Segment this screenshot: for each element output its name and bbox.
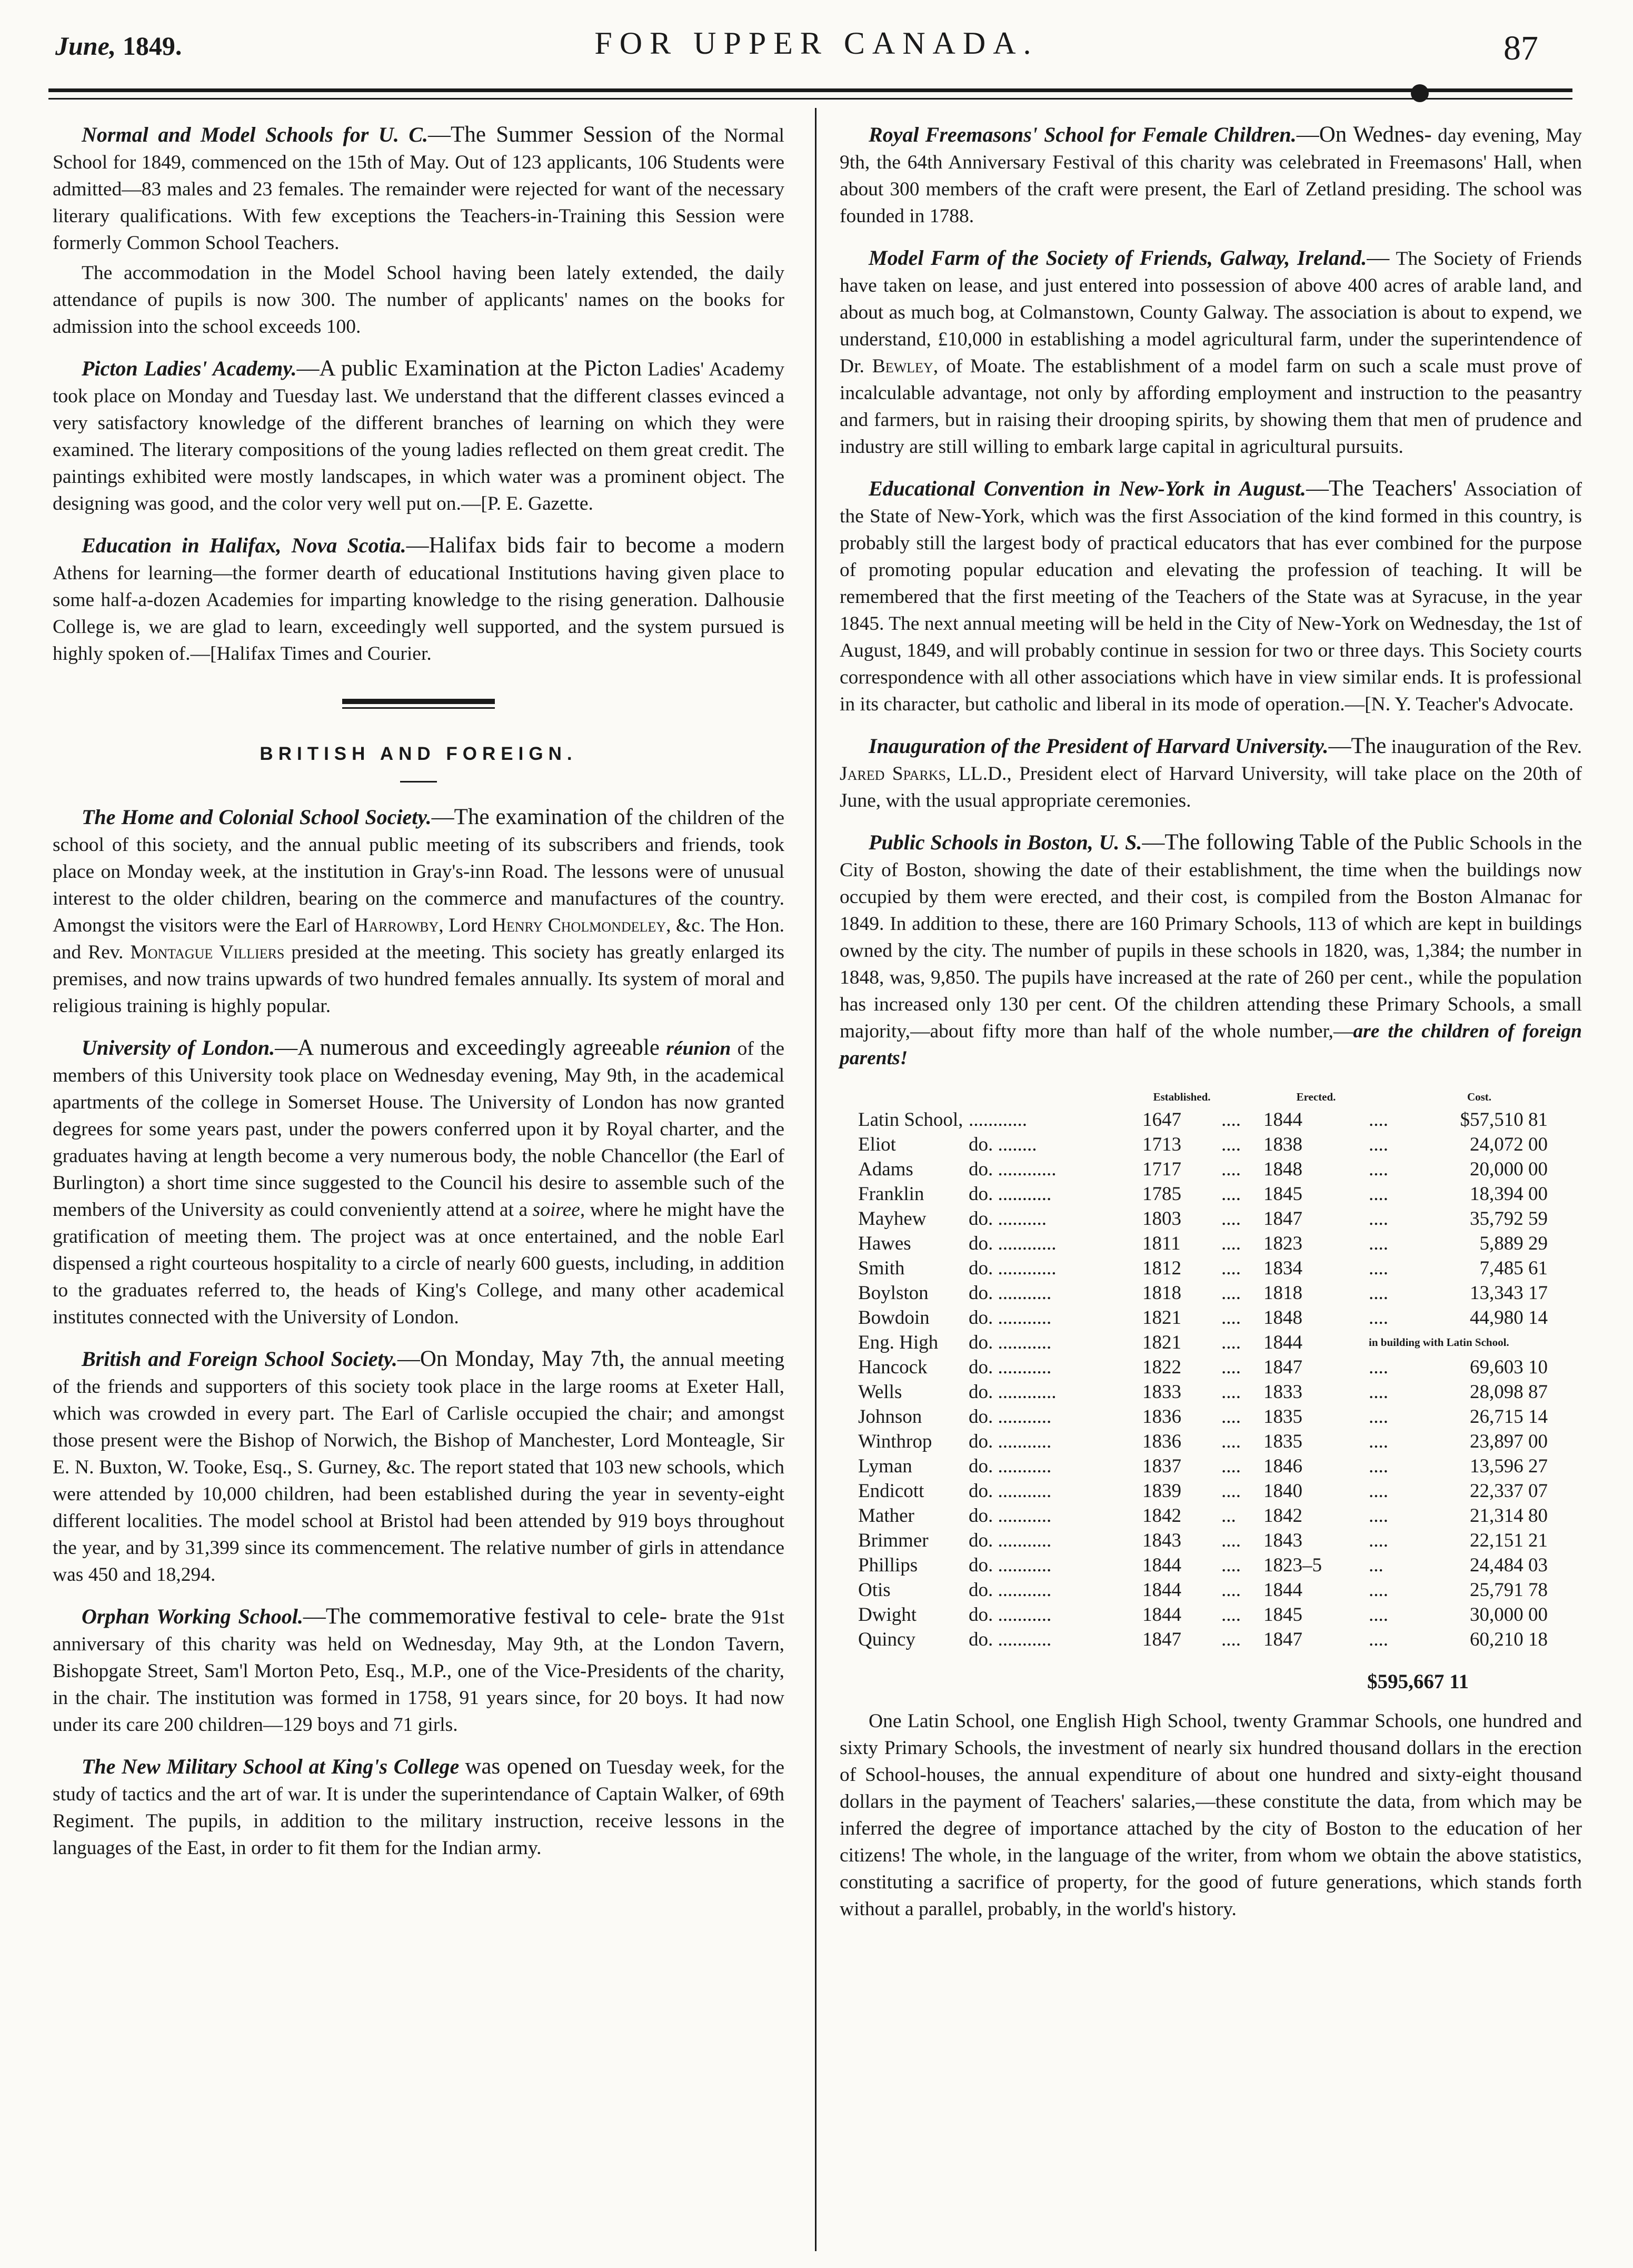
article-lead: —On Wednes- [1296, 122, 1432, 147]
building-cost: 23,897 00 [1470, 1431, 1548, 1452]
year-erected: 1846 [1263, 1455, 1302, 1477]
school-ditto: do. ........... [969, 1332, 1052, 1353]
school-ditto: do. ........... [969, 1282, 1052, 1304]
school-ditto: do. ........... [969, 1604, 1052, 1626]
building-cost: 24,484 03 [1470, 1554, 1548, 1576]
building-cost: 26,715 14 [1470, 1406, 1548, 1428]
right-column [840, 121, 1582, 1937]
year-erected: 1823–5 [1263, 1554, 1322, 1576]
school-ditto: do. ........ [969, 1134, 1037, 1155]
school-ditto: do. ........... [969, 1356, 1052, 1378]
article-title: Picton Ladies' Academy. [82, 356, 297, 380]
article-normal-schools [53, 121, 784, 256]
table-row [858, 1503, 1548, 1528]
building-cost: 60,210 18 [1470, 1629, 1548, 1650]
section-title: BRITISH AND FOREIGN. [260, 744, 577, 764]
table-row [858, 1429, 1548, 1454]
person-name: Bewley [872, 355, 933, 377]
leader-dots: .... [1221, 1257, 1241, 1279]
table-row [858, 1330, 1548, 1355]
article-title: Public Schools in Boston, U. S. [869, 830, 1142, 854]
article-orphan-school [53, 1603, 784, 1738]
article-body: , of Moate. The establishment of a model farm on such a scale must prove of incalculable advantage, not only by affording employment and instruction to the peasantry and farmers, but in raising their drooping spirits, by showing them that men of prudence and industry are still willing to embark large capital in agricultural pursuits. [840, 355, 1582, 458]
school-ditto: do. ........... [969, 1505, 1052, 1527]
article-body: the Normal School for 1849, commenced on the 15th of May. Out of 123 applicants, 106 Students were admitted—83 males and 23 females. The remainder were rejected for want of the necessary literary qualifications. With few exceptions the Teachers-in-Training this Session were formerly Common School Teachers. [53, 125, 784, 254]
section-rule-thin [342, 707, 495, 709]
article-title: Education in Halifax, Nova Scotia. [82, 533, 406, 557]
article-picton-academy [53, 355, 784, 517]
table-row [858, 1132, 1548, 1157]
table-row [858, 1479, 1548, 1503]
leader-dots: .... [1221, 1134, 1241, 1155]
boston-schools-table [858, 1086, 1548, 1652]
leader-dots: .... [1221, 1356, 1241, 1378]
article-body: presided at the meeting. This society has greatly enlarged its premises, and now trains upwards of two hundred females annually. Its system of moral and religious training is highly popular. [53, 942, 784, 1017]
building-cost: 25,791 78 [1470, 1579, 1548, 1601]
table-header-row [858, 1086, 1548, 1107]
year-established: 1844 [1142, 1604, 1181, 1626]
year-established: 1836 [1142, 1406, 1181, 1428]
school-ditto: do. ........... [969, 1579, 1052, 1601]
school-name: Eng. High [858, 1332, 939, 1353]
emphasis-word: réunion [666, 1038, 731, 1059]
article-lead: was opened on [465, 1754, 602, 1779]
person-name: Harrowby [354, 915, 439, 936]
school-ditto: do. ........... [969, 1554, 1052, 1576]
header-rule-ornament [1411, 84, 1429, 102]
article-boston-schools [840, 829, 1582, 1072]
school-ditto: do. ............ [969, 1381, 1057, 1403]
article-military-school [53, 1753, 784, 1861]
article-harvard-inauguration [840, 732, 1582, 814]
school-name: Mayhew [858, 1208, 927, 1230]
article-body: inauguration of the Rev. [1391, 736, 1582, 758]
school-name: Johnson [858, 1406, 922, 1428]
year-established: 1836 [1142, 1431, 1181, 1452]
person-name: Jared Sparks [840, 763, 947, 785]
leader-dots: .... [1369, 1257, 1388, 1279]
article-body: Tuesday week, for the study of tactics and the art of war. It is under the superintendance of Captain Walker, of 69th Regiment. The pupils, in addition to the military instruction, receive lessons in the languages of the East, in order to fit them for the Indian army. [53, 1757, 785, 1859]
year-erected: 1847 [1263, 1356, 1302, 1378]
leader-dots: .... [1369, 1134, 1388, 1155]
leader-dots: .... [1221, 1554, 1241, 1576]
person-name: Montague Villiers [130, 942, 285, 963]
leader-dots: .... [1221, 1183, 1241, 1205]
year-erected: 1844 [1263, 1579, 1302, 1601]
year-established: 1833 [1142, 1381, 1181, 1403]
table-row [858, 1380, 1548, 1404]
leader-dots: .... [1369, 1109, 1388, 1131]
article-body: Public Schools in the City of Boston, showing the date of their establishment, the time when the buildings now occupied by them were erected, and their cost, is compiled from the Boston Almanac for 1849. In addition to these, there are 160 Primary Schools, 113 of which are kept in buildings owned by the city. The number of pupils in these schools in 1820, was, 1,384; the number in 1848, was, 9,850. The pupils have increased at the rate of 260 per cent., while the population has increased only 130 per cent. Of the children attending these Primary Schools, a small majority,—about fifty more than half of the whole number,— [840, 833, 1582, 1042]
school-ditto: do. ........... [969, 1480, 1052, 1502]
article-lead: —The following Table of the [1142, 830, 1408, 855]
building-cost: 7,485 61 [1479, 1257, 1548, 1279]
article-body: the annual meeting of the friends and supporters of this society took place in the large rooms at Exeter Hall, which was crowded in every part. The Earl of Carlisle occupied the chair; and amongst those present were the Bishop of Norwich, the Bishop of Manchester, Lord Monteagle, Sir E. N. Buxton, W. Tooke, Esq., S. Gurney, &c. The report stated that 103 new schools, which were attended by 10,000 children, had been established during the year in seventy-eight different localities. The model school at Bristol had been attended by 919 boys throughout the year, and by 31,399 since its commencement. The relative number of girls in attendance was 450 and 18,294. [53, 1349, 784, 1586]
school-name: Adams [858, 1158, 913, 1180]
header-rule-thin [48, 98, 1572, 100]
article-body: Ladies' Academy took place on Monday and Tuesday last. We understand that the different classes evinced a very satisfactory knowledge of the different branches of learning on which they were examined. The literary compositions of the young ladies reflected on them great credit. The paintings exhibited were mostly landscapes, in which water was a prominent object. The designing was good, and the color very well put on.—[P. E. Gazette. [53, 359, 785, 514]
school-name: Eliot [858, 1134, 896, 1155]
school-ditto: do. ............ [969, 1158, 1057, 1180]
building-cost: 28,098 87 [1470, 1381, 1548, 1403]
school-name: Lyman [858, 1455, 912, 1477]
section-header [53, 699, 784, 783]
table-row [858, 1627, 1548, 1652]
year-established: 1647 [1142, 1109, 1181, 1131]
article-title: Royal Freemasons' School for Female Children. [869, 123, 1297, 146]
year-established: 1843 [1142, 1530, 1181, 1551]
leader-dots: .... [1369, 1208, 1388, 1230]
table-row [858, 1231, 1548, 1256]
article-lead: —The commemorative festival to cele- [303, 1604, 668, 1629]
leader-dots: .... [1369, 1307, 1388, 1329]
leader-dots: .... [1221, 1604, 1241, 1626]
article-title: Model Farm of the Society of Friends, Galway, Ireland. [869, 246, 1367, 270]
leader-dots: .... [1369, 1629, 1388, 1650]
school-name: Quincy [858, 1629, 915, 1650]
school-ditto: do. ........... [969, 1431, 1052, 1452]
year-erected: 1842 [1263, 1505, 1302, 1527]
school-ditto: do. ........... [969, 1455, 1052, 1477]
year-erected: 1848 [1263, 1158, 1302, 1180]
year-erected: 1844 [1263, 1109, 1302, 1131]
article-university-london [53, 1034, 784, 1331]
leader-dots: .... [1221, 1455, 1241, 1477]
leader-dots: .... [1369, 1282, 1388, 1304]
school-name: Winthrop [858, 1431, 932, 1452]
leader-dots: .... [1221, 1629, 1241, 1650]
year-erected: 1848 [1263, 1307, 1302, 1329]
year-established: 1844 [1142, 1579, 1181, 1601]
left-column [53, 121, 784, 1876]
page-header [0, 21, 1633, 79]
leader-dots: .... [1221, 1431, 1241, 1452]
article-body: a modern Athens for learning—the former dearth of educational Institutions having given place to some half-a-dozen Academies for imparting knowledge to the rising generation. Dalhousie College is, we are glad to learn, exceedingly well supported, and the system pursued is highly spoken of.—[Halifax Times and Courier. [53, 536, 784, 665]
building-cost: 24,072 00 [1470, 1134, 1548, 1155]
section-rule-thick [342, 699, 495, 704]
table-row [858, 1305, 1548, 1330]
article-body: the children of the school of this society, and the annual public meeting of its subscribers and friends, took place on Monday week, at the institution in Gray's-inn Road. The lessons were of unusual interest to the older children, bearing on the commerce and manufactures of the country. Amongst the visitors were the Earl of [53, 807, 784, 936]
building-cost: 69,603 10 [1470, 1356, 1548, 1378]
year-established: 1811 [1142, 1233, 1181, 1254]
year-established: 1837 [1142, 1455, 1181, 1477]
school-ditto: do. ............ [969, 1233, 1057, 1254]
article-body: , where he might have the gratification of meeting them. The project was at once entertained, and the noble Earl dispensed a right courteous hospitality to a circle of nearly 600 guests, including, in addition to the graduates referred to, the heads of King's College, and many other academical institutes connected with the University of London. [53, 1199, 784, 1328]
article-educational-convention [840, 475, 1582, 718]
leader-dots: .... [1221, 1109, 1241, 1131]
leader-dots: .... [1221, 1381, 1241, 1403]
article-title: Educational Convention in New-York in August. [869, 477, 1306, 500]
school-ditto: do. ........... [969, 1629, 1052, 1650]
year-established: 1717 [1142, 1158, 1181, 1180]
article-title: The Home and Colonial School Society. [82, 805, 432, 829]
school-ditto: do. ........... [969, 1307, 1052, 1329]
building-cost: 5,889 29 [1479, 1233, 1548, 1254]
year-erected: 1835 [1263, 1406, 1302, 1428]
leader-dots: .... [1221, 1208, 1241, 1230]
year-established: 1713 [1142, 1134, 1181, 1155]
year-established: 1842 [1142, 1505, 1181, 1527]
article-boston-closing: One Latin School, one English High School, twenty Grammar Schools, one hundred and sixty Primary Schools, the investment of nearly six hundred thousand dollars in the erection of School-houses, the annual expenditure of about one hundred and sixty-eight thousand dollars in the payment of Teachers' salaries,—these constitute the data, from which may be inferred the degree of importance attached by the city of Boston to the education of her citizens! The whole, in the language of the writer, from whom we obtain the above statistics, constituting a sacrifice of property, for the good of future generations, which stands forth without a parallel, probably, in the world's history. [840, 1710, 1582, 1920]
cost-note: in building with Latin School. [1369, 1336, 1509, 1349]
article-body: of the members of this University took place on Wednesday evening, May 9th, in the academical apartments of the college in Somerset House. The University of London has now granted degrees for some years past, under the powers conferred upon it by Royal charter, and the graduates having at length become a very numerous body, the noble Chancellor (the Earl of Burlington) a short time since suggested to the Council his desire to assemble such of the members of the University as could conveniently attend at a [53, 1038, 785, 1221]
year-erected: 1843 [1263, 1530, 1302, 1551]
school-ditto: do. ............ [969, 1257, 1057, 1279]
leader-dots: .... [1369, 1579, 1388, 1601]
building-cost: 20,000 00 [1470, 1158, 1548, 1180]
school-name: Phillips [858, 1554, 918, 1576]
header-rule-thick [48, 88, 1572, 92]
article-lead: —A public Examination at the Picton [296, 356, 642, 381]
article-title: The New Military School at King's College [82, 1755, 460, 1778]
year-established: 1839 [1142, 1480, 1181, 1502]
school-name: Brimmer [858, 1530, 929, 1551]
leader-dots: .... [1369, 1604, 1388, 1626]
header-erected: Erected. [1296, 1091, 1336, 1103]
article-halifax [53, 532, 784, 667]
article-normal-schools-2: The accommodation in the Model School having been lately extended, the daily attendance of pupils is now 300. The number of applicants' names on the books for admission into the school exceeds 100. [53, 262, 784, 338]
year-erected: 1844 [1263, 1332, 1302, 1353]
article-title: British and Foreign School Society. [82, 1347, 397, 1371]
school-ditto: do. ........... [969, 1183, 1052, 1205]
table-row [858, 1256, 1548, 1281]
leader-dots: .... [1221, 1480, 1241, 1502]
building-cost: $57,510 81 [1460, 1109, 1548, 1131]
leader-dots: .... [1369, 1480, 1388, 1502]
table-total: $595,667 11 [1367, 1670, 1469, 1693]
leader-dots: .... [1369, 1431, 1388, 1452]
leader-dots: .... [1369, 1183, 1388, 1205]
leader-dots: ... [1221, 1505, 1236, 1527]
table-row [858, 1206, 1548, 1231]
article-model-farm [840, 244, 1582, 460]
building-cost: 13,596 27 [1470, 1455, 1548, 1477]
year-established: 1844 [1142, 1554, 1181, 1576]
table-row [858, 1182, 1548, 1206]
building-cost: 35,792 59 [1470, 1208, 1548, 1230]
leader-dots: .... [1221, 1282, 1241, 1304]
year-established: 1847 [1142, 1629, 1181, 1650]
table-row [858, 1404, 1548, 1429]
leader-dots: .... [1221, 1406, 1241, 1428]
leader-dots: .... [1369, 1530, 1388, 1551]
year-erected: 1840 [1263, 1480, 1302, 1502]
header-month: June, [55, 31, 116, 61]
year-erected: 1833 [1263, 1381, 1302, 1403]
building-cost: 13,343 17 [1470, 1282, 1548, 1304]
school-name: Franklin [858, 1183, 924, 1205]
article-lead: —The [1328, 734, 1387, 758]
year-erected: 1818 [1263, 1282, 1302, 1304]
article-title: Normal and Model Schools for U. C. [82, 123, 429, 146]
year-erected: 1845 [1263, 1183, 1302, 1205]
article-lead: —The examination of [431, 805, 633, 829]
article-body: brate the 91st anniversary of this charity was held on Wednesday, May 9th, at the London Tavern, Bishopgate Street, Sam'l Morton Peto, Esq., M.P., one of the Vice-Presidents of the charity, in the chair. The institution was formed in 1758, 91 years since, for 20 boys. It had now under its care 200 children—129 boys and 71 girls. [53, 1607, 785, 1736]
article-body: The Society of Friends have taken on lease, and just entered into possession of above 400 acres of arable land, and about as much bog, at Colmanstown, County Galway. The association is about to expend, we understand, £10,000 in establishing a model agricultural farm, under the superintendence of Dr. [840, 248, 1582, 377]
article-body: , Lord [439, 915, 487, 936]
article-body: Association of the State of New-York, which was the first Association of the kind formed in this country, is probably still the largest body of practical educators that has ever combined for the purpose of promoting popular education and elevating the profession of teaching. It will be remembered that the first meeting of the Teachers of the State was at Syracuse, in the year 1845. The next annual meeting will be held in the City of New-York on Wednesday, the 1st of August, 1849, and will probably continue in session for two or three days. This Society courts correspondence with all other associations which have in view similar ends. It is professional in its character, but catholic and liberal in its mode of operation.—[N. Y. Teacher's Advocate. [840, 479, 1582, 715]
article-body: day evening, May 9th, the 64th Anniversary Festival of this charity was celebrated in Freemasons' Hall, when about 300 members of the craft were present, the Earl of Zetland presiding. The school was founded in 1788. [840, 125, 1582, 227]
leader-dots: .... [1221, 1233, 1241, 1254]
table-row [858, 1355, 1548, 1380]
table-body [858, 1107, 1548, 1652]
school-name: Smith [858, 1257, 905, 1279]
table-row [858, 1528, 1548, 1553]
table-row [858, 1553, 1548, 1578]
table-row [858, 1281, 1548, 1305]
article-freemasons-school [840, 121, 1582, 230]
building-cost: 44,980 14 [1470, 1307, 1548, 1329]
year-erected: 1847 [1263, 1208, 1302, 1230]
emphasis-phrase: are the children of foreign parents! [840, 1021, 1582, 1069]
article-body: , LL.D., President elect of Harvard University, will take place on the 20th of June, with the usual appropriate ceremonies. [840, 763, 1582, 811]
leader-dots: .... [1369, 1158, 1388, 1180]
leader-dots: .... [1369, 1233, 1388, 1254]
section-rule-short [400, 781, 437, 783]
header-year: 1849. [122, 31, 182, 61]
article-lead: — [1367, 245, 1390, 270]
article-title: Orphan Working School. [82, 1605, 303, 1628]
leader-dots: ... [1369, 1554, 1383, 1576]
leader-dots: .... [1221, 1158, 1241, 1180]
person-name: Henry Cholmondeley [492, 915, 666, 936]
article-lead: —A numerous and exceedingly agreeable [275, 1035, 660, 1060]
column-divider [815, 108, 816, 2251]
leader-dots: .... [1221, 1530, 1241, 1551]
table-row [858, 1454, 1548, 1479]
school-name: Otis [858, 1579, 891, 1601]
header-cost: Cost. [1467, 1091, 1492, 1103]
school-name: Dwight [858, 1604, 917, 1626]
school-name: Hawes [858, 1233, 911, 1254]
leader-dots: .... [1221, 1579, 1241, 1601]
year-erected: 1823 [1263, 1233, 1302, 1254]
school-name: Latin School, [858, 1109, 963, 1131]
table-row [858, 1602, 1548, 1627]
building-cost: 22,151 21 [1470, 1530, 1548, 1551]
school-ditto: do. ........... [969, 1530, 1052, 1551]
school-name: Endicott [858, 1480, 924, 1502]
leader-dots: .... [1369, 1455, 1388, 1477]
school-ditto: do. .......... [969, 1208, 1047, 1230]
year-established: 1818 [1142, 1282, 1181, 1304]
table-row [858, 1107, 1548, 1132]
article-lead: —Halifax bids fair to become [406, 533, 696, 558]
article-title: Inauguration of the President of Harvard University. [869, 734, 1329, 758]
leader-dots: .... [1369, 1406, 1388, 1428]
header-established: Established. [1153, 1091, 1211, 1103]
leader-dots: .... [1369, 1381, 1388, 1403]
article-home-colonial [53, 804, 784, 1019]
year-erected: 1838 [1263, 1134, 1302, 1155]
year-erected: 1845 [1263, 1604, 1302, 1626]
leader-dots: .... [1221, 1332, 1241, 1353]
leader-dots: .... [1369, 1356, 1388, 1378]
building-cost: 22,337 07 [1470, 1480, 1548, 1502]
school-name: Boylston [858, 1282, 929, 1304]
year-established: 1785 [1142, 1183, 1181, 1205]
article-body: , &c. The Hon. and Rev. [53, 915, 784, 963]
table-row [858, 1157, 1548, 1182]
year-established: 1812 [1142, 1257, 1181, 1279]
leader-dots: .... [1369, 1505, 1388, 1527]
article-title: University of London. [82, 1036, 275, 1059]
leader-dots: .... [1221, 1307, 1241, 1329]
article-lead: —The Summer Session of [428, 122, 681, 147]
table-row [858, 1578, 1548, 1602]
page-number: 87 [1503, 29, 1538, 67]
article-lead: —The Teachers' [1306, 476, 1457, 501]
school-ditto: ............ [969, 1109, 1027, 1131]
year-established: 1803 [1142, 1208, 1181, 1230]
year-erected: 1847 [1263, 1629, 1302, 1650]
building-cost: 30,000 00 [1470, 1604, 1548, 1626]
year-established: 1821 [1142, 1307, 1181, 1329]
school-name: Bowdoin [858, 1307, 930, 1329]
year-erected: 1834 [1263, 1257, 1302, 1279]
building-cost: 18,394 00 [1470, 1183, 1548, 1205]
article-british-foreign [53, 1345, 784, 1588]
year-erected: 1835 [1263, 1431, 1302, 1452]
building-cost: 21,314 80 [1470, 1505, 1548, 1527]
school-name: Mather [858, 1505, 914, 1527]
emphasis-word: soiree [532, 1199, 580, 1221]
year-established: 1821 [1142, 1332, 1181, 1353]
header-title: FOR UPPER CANADA. [594, 26, 1039, 61]
school-name: Wells [858, 1381, 902, 1403]
school-ditto: do. ........... [969, 1406, 1052, 1428]
year-established: 1822 [1142, 1356, 1181, 1378]
article-lead: —On Monday, May 7th, [397, 1346, 625, 1371]
school-name: Hancock [858, 1356, 928, 1378]
